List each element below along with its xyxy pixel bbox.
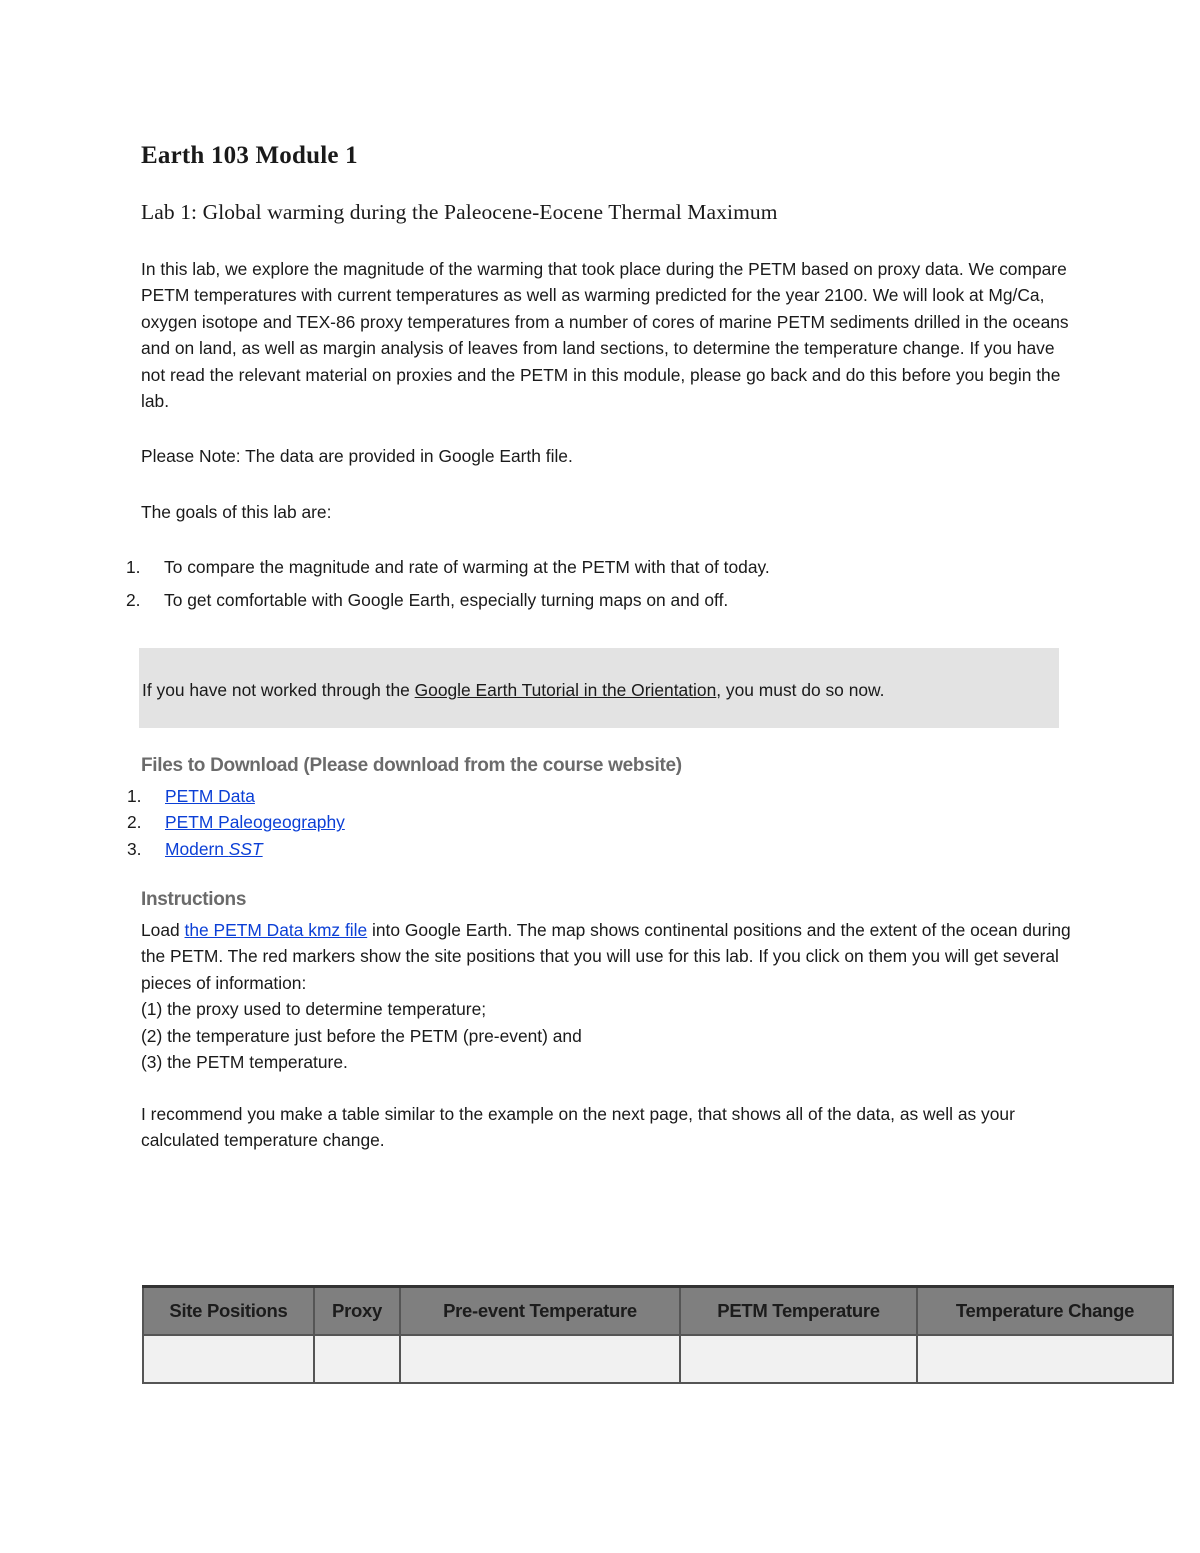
instructions-list-item: (3) the PETM temperature. [141, 1052, 348, 1073]
recommend-paragraph: I recommend you make a table similar to the example on the next page, that shows all of the data, as well as your calculated temperature change. [141, 1104, 1015, 1151]
file-item [127, 783, 345, 809]
example-data-table [142, 1285, 1174, 1384]
lab-title: Lab 1: Global warming during the Paleocene-Eocene Thermal Maximum [141, 200, 778, 224]
table-cell [143, 1335, 314, 1383]
callout-after: , you must do so now. [716, 680, 885, 700]
intro-paragraph: In this lab, we explore the magnitude of the warming that took place during the PETM based on proxy data. We compare PETM temperatures with current temperatures as well as warming predicted for the year 2100. We will look at Mg/Ca, oxygen isotope and TEX-86 proxy temperatures from a number of cores of marine PETM sediments drilled in the oceans and on land, as well as margin analysis of leaves from land sections, to determine the temperature change. If you have not read the relevant material on proxies and the PETM in this module, please go back and do this before you begin the lab. [141, 259, 1069, 412]
instructions-list-item: (2) the temperature just before the PETM (pre-event) and [141, 1025, 582, 1046]
modern-sst-link[interactable] [165, 839, 263, 859]
list-number: 1. [126, 557, 141, 577]
goal-item [126, 587, 770, 620]
table-row [143, 1335, 1173, 1383]
modern-sst-link-text: Modern [165, 838, 229, 859]
instructions-body [141, 917, 1071, 1075]
petm-data-link[interactable]: PETM Data [165, 786, 255, 806]
table-header-row [143, 1287, 1173, 1336]
instructions-list-item: (1) the proxy used to determine temperature; [141, 999, 487, 1020]
goal-text: To get comfortable with Google Earth, especially turning maps on and off. [164, 590, 729, 610]
list-number: 2. [126, 590, 141, 610]
list-number: 2. [127, 812, 142, 833]
petm-paleogeography-link[interactable]: PETM Paleogeography [165, 812, 345, 833]
table-header-cell: Proxy [314, 1287, 400, 1336]
document-title: Earth 103 Module 1 [141, 142, 358, 169]
list-number: 1. [127, 786, 142, 806]
table-cell [917, 1335, 1173, 1383]
table-header-cell: Temperature Change [917, 1287, 1173, 1336]
files-heading: Files to Download (Please download from the course website) [141, 755, 682, 776]
instructions-load-before: Load [141, 920, 185, 940]
files-list [127, 783, 345, 862]
google-earth-tutorial-link[interactable]: Google Earth Tutorial in the Orientation [414, 680, 717, 700]
file-item [127, 836, 345, 862]
table-header-cell: Site Positions [143, 1287, 314, 1336]
goal-item [126, 554, 770, 587]
instructions-heading: Instructions [141, 889, 247, 910]
petm-kmz-link[interactable]: the PETM Data kmz file [184, 920, 368, 940]
table-header-cell: PETM Temperature [680, 1287, 917, 1336]
note-paragraph: Please Note: The data are provided in Google Earth file. [141, 446, 573, 466]
instructions-load-after: into Google Earth. The map shows continental positions and the extent of the ocean during the PETM. The red markers show the site positions that you will use for this lab. If you click on them you will get several pieces of information: [141, 920, 1071, 993]
callout-text [142, 677, 884, 703]
goals-list [126, 554, 770, 620]
table-cell [314, 1335, 400, 1383]
goals-intro: The goals of this lab are: [141, 502, 332, 522]
callout-before: If you have not worked through the [142, 680, 415, 700]
goal-text: To compare the magnitude and rate of warming at the PETM with that of today. [164, 557, 770, 577]
table-cell [400, 1335, 680, 1383]
table-header-cell: Pre-event Temperature [400, 1287, 680, 1336]
table-cell [680, 1335, 917, 1383]
file-item [127, 809, 345, 835]
modern-sst-link-italic: SST [228, 838, 263, 859]
list-number: 3. [127, 838, 142, 859]
